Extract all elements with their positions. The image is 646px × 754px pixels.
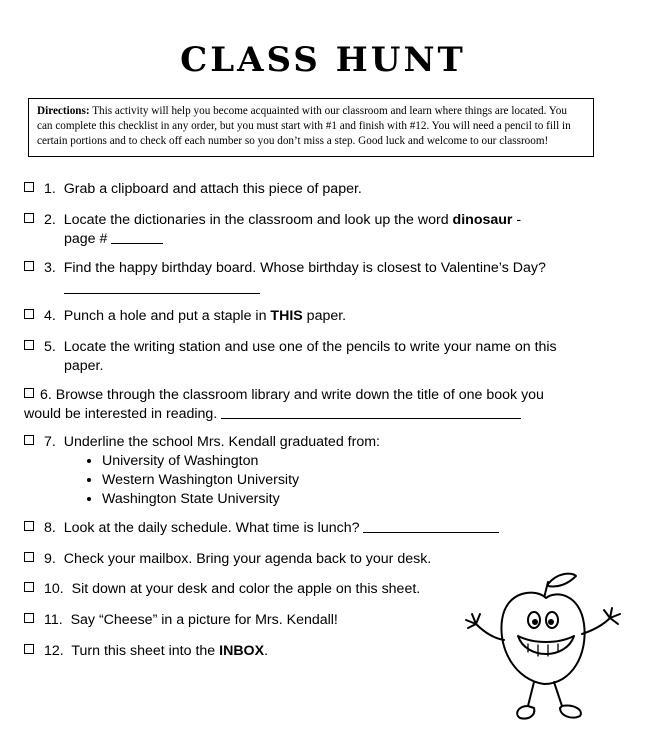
- item-text: Sit down at your desk and color the apple on this sheet.: [71, 581, 421, 597]
- checklist-item-3: [24, 259, 624, 299]
- checkbox[interactable]: [24, 213, 34, 223]
- checklist-item-2: [24, 211, 624, 249]
- checkbox[interactable]: [24, 182, 34, 192]
- answer-blank[interactable]: [363, 519, 499, 533]
- checklist-item-8: [24, 519, 624, 538]
- checklist-item-1: [24, 180, 624, 199]
- checkbox[interactable]: [24, 435, 34, 445]
- item-text-line2: page #: [64, 231, 112, 247]
- item-number: 8.: [44, 520, 56, 536]
- item-text: Turn this sheet into the: [71, 643, 220, 659]
- page-title: CLASS HUNT: [180, 40, 466, 80]
- checklist-item-9: [24, 550, 624, 569]
- answer-blank[interactable]: [111, 230, 163, 244]
- school-option[interactable]: • University of Washington: [102, 452, 624, 471]
- checklist-item-6: [24, 386, 624, 424]
- item-text: Underline the school Mrs. Kendall graduated from:: [63, 434, 380, 450]
- item-bold-word: THIS: [270, 308, 303, 324]
- checklist-item-7: [24, 433, 624, 509]
- item-number: 6.: [40, 387, 52, 403]
- checkbox[interactable]: [24, 261, 34, 271]
- checkbox[interactable]: [24, 340, 34, 350]
- checkbox[interactable]: [24, 521, 34, 531]
- item-text: Locate the dictionaries in the classroom and look up the word: [63, 212, 453, 228]
- item-text: Check your mailbox. Bring your agenda back to your desk.: [63, 551, 432, 567]
- school-option[interactable]: • Western Washington University: [102, 471, 624, 490]
- directions-text: This activity will help you become acquainted with our classroom and learn where things are located. You can complete this checklist in any order, but you must start with #1 and finish with #12. You will need a pencil to fill in certain portions and to check off each number so you don’t miss a step. Good luck and welcome to our classroom!: [37, 105, 571, 148]
- item-number: 12.: [44, 643, 64, 659]
- item-number: 11.: [44, 612, 63, 628]
- item-text: Look at the daily schedule. What time is lunch?: [63, 520, 364, 536]
- item-text: Punch a hole and put a staple in: [63, 308, 271, 324]
- item-text-line2: paper.: [64, 358, 104, 374]
- item-bold-word: dinosaur: [452, 212, 513, 228]
- item-number: 7.: [44, 434, 56, 450]
- item-text-end: paper.: [302, 308, 347, 324]
- item-text: Find the happy birthday board. Whose birthday is closest to Valentine’s Day?: [63, 260, 546, 276]
- checkbox[interactable]: [24, 309, 34, 319]
- apple-cartoon-icon: [462, 568, 632, 728]
- answer-blank[interactable]: [64, 280, 260, 294]
- item-text-line2: would be interested in reading.: [24, 406, 222, 422]
- item-number: 9.: [44, 551, 56, 567]
- item-bold-word: INBOX: [219, 643, 265, 659]
- item-text-end: .: [264, 643, 269, 659]
- checkbox[interactable]: [24, 582, 34, 592]
- item-number: 2.: [44, 212, 56, 228]
- item-number: 3.: [44, 260, 56, 276]
- checklist-item-4: [24, 307, 624, 326]
- checkbox[interactable]: [24, 552, 34, 562]
- directions-box: [28, 98, 594, 157]
- item-text-end: -: [512, 212, 522, 228]
- item-number: 1.: [44, 181, 56, 197]
- item-text: Browse through the classroom library and write down the title of one book you: [55, 387, 544, 403]
- checkbox[interactable]: [24, 613, 34, 623]
- answer-blank[interactable]: [221, 405, 521, 419]
- school-options: [24, 452, 624, 509]
- item-text: Say “Cheese” in a picture for Mrs. Kendall!: [70, 612, 338, 628]
- checkbox[interactable]: [24, 644, 34, 654]
- directions-label: Directions:: [37, 105, 90, 117]
- item-number: 5.: [44, 339, 56, 355]
- school-option[interactable]: • Washington State University: [102, 490, 624, 509]
- item-number: 10.: [44, 581, 64, 597]
- item-text: Locate the writing station and use one of the pencils to write your name on this: [63, 339, 557, 355]
- item-text: Grab a clipboard and attach this piece of paper.: [63, 181, 362, 197]
- checklist-item-5: [24, 338, 624, 376]
- checkbox[interactable]: [24, 388, 34, 398]
- item-number: 4.: [44, 308, 56, 324]
